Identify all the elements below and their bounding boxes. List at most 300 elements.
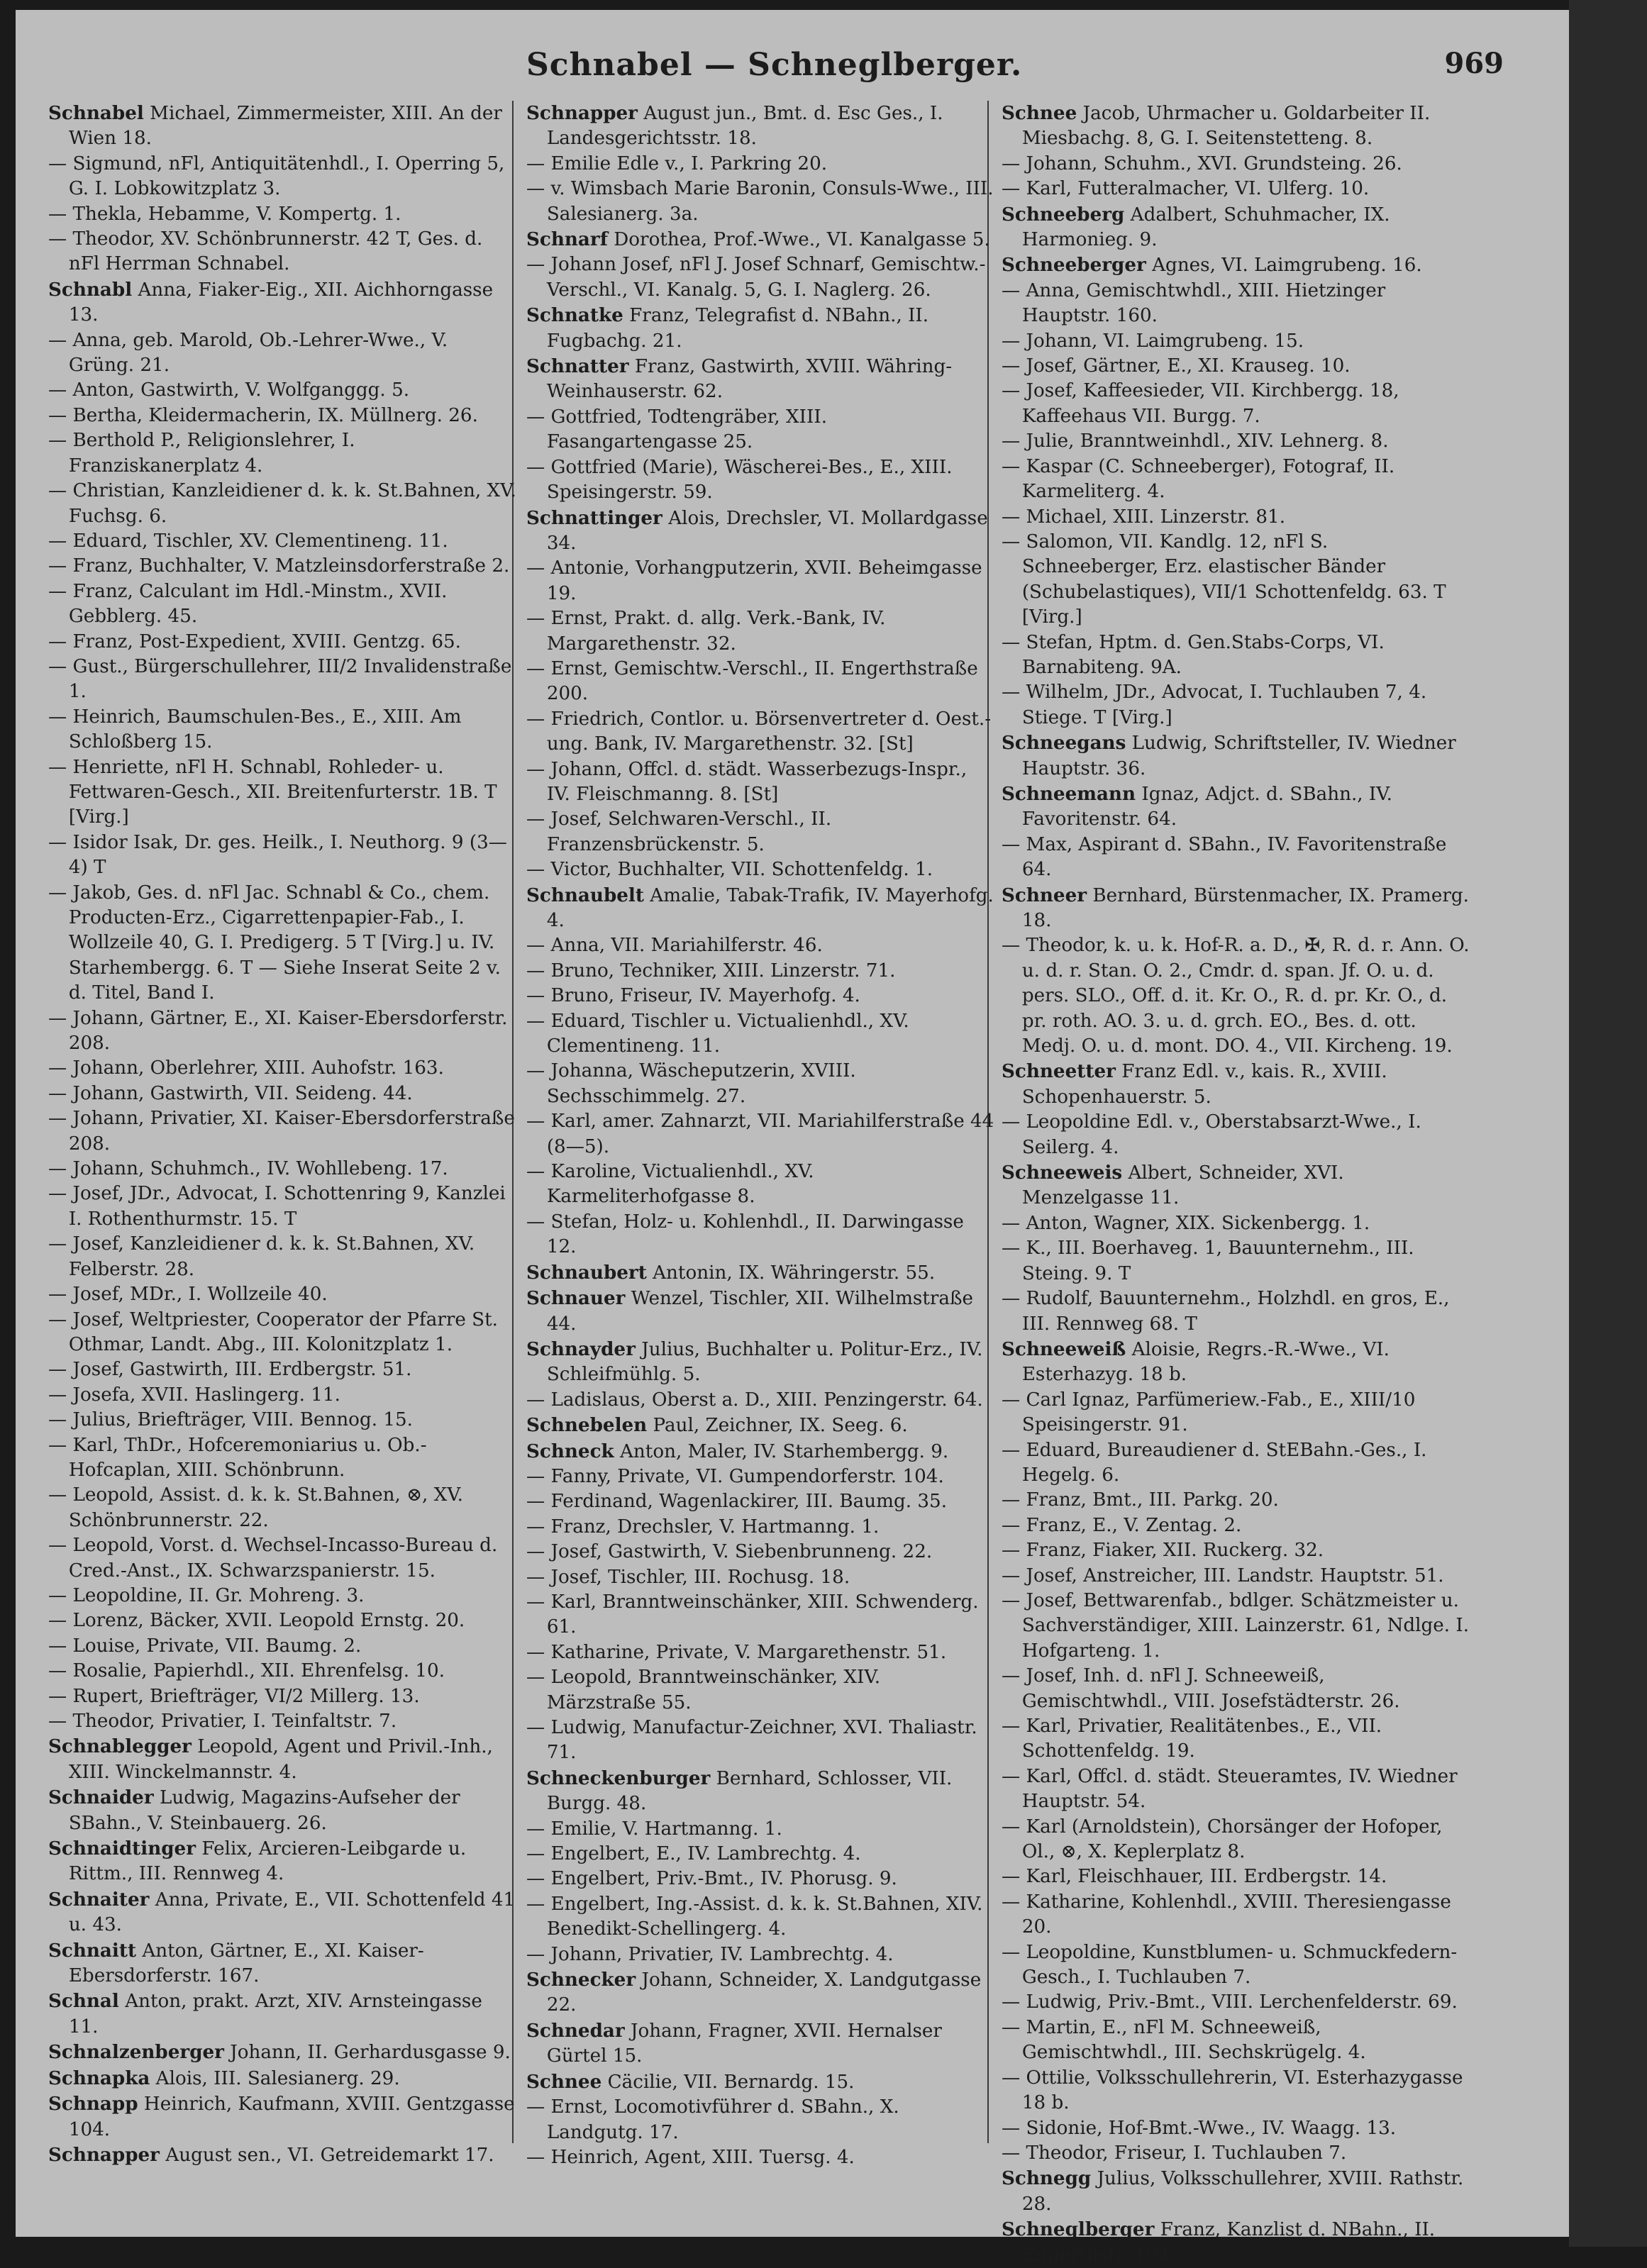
- directory-entry: [48, 1734, 516, 1785]
- entry-text: — Johann, Schuhmch., IV. Wohllebeng. 17.: [48, 1158, 448, 1180]
- entry-text: — Emilie Edle v., I. Parkring 20.: [526, 152, 828, 174]
- directory-entry: [526, 2069, 994, 2095]
- entry-text: — Johanna, Wäscheputzerin, XVIII. Sechsschimmelg. 27.: [526, 1060, 856, 1107]
- directory-entry: [1002, 933, 1470, 1059]
- directory-entry: [526, 1009, 994, 1060]
- entry-text: — Carl Ignaz, Parfümeriew.-Fab., E., XIII/10 Speisingerstr. 91.: [1002, 1389, 1416, 1436]
- page-number: 969: [1444, 47, 1504, 80]
- entry-text: — Anton, Gastwirth, V. Wolfganggg. 5.: [48, 379, 410, 401]
- directory-entry: [48, 227, 516, 277]
- directory-entry: [48, 554, 516, 579]
- directory-entry: [526, 354, 994, 405]
- directory-entry: [526, 252, 994, 303]
- directory-entry: [48, 1232, 516, 1282]
- directory-entry: [48, 1308, 516, 1358]
- entry-text: Antonin, IX. Währingerstr. 55.: [653, 1262, 936, 1284]
- surname: Schnee: [526, 2070, 602, 2093]
- directory-entry: [1002, 1815, 1470, 1865]
- surname: Schneer: [1002, 884, 1087, 906]
- entry-text: — Leopoldine Edl. v., Oberstabsarzt-Wwe., I. Seilerg. 4.: [1002, 1111, 1421, 1158]
- directory-entry: [526, 1640, 994, 1665]
- entry-text: Johann, II. Gerhardusgasse 9.: [230, 2042, 511, 2064]
- directory-entry: [526, 1210, 994, 1260]
- entry-text: Anton, Maler, IV. Starhembergg. 9.: [620, 1440, 949, 1462]
- entry-text: — Katharine, Kohlenhdl., XVIII. Theresiengasse 20.: [1002, 1891, 1451, 1938]
- directory-entry: [1002, 1564, 1470, 1589]
- directory-entry: [526, 1439, 994, 1464]
- entry-text: — Eduard, Bureaudiener d. StEBahn.-Ges., I. Hegelg. 6.: [1002, 1439, 1427, 1486]
- entry-text: — Martin, E., nFl M. Schneeweiß, Gemischtwhdl., III. Sechskrügelg. 4.: [1002, 2016, 1366, 2064]
- directory-entry: [526, 1590, 994, 1640]
- surname: Schneckenburger: [526, 1767, 711, 1789]
- entry-text: — Sidonie, Hof-Bmt.-Wwe., IV. Waagg. 13.: [1002, 2117, 1397, 2139]
- entry-text: — Franz, Bmt., III. Parkg. 20.: [1002, 1489, 1279, 1511]
- directory-entry: [1002, 177, 1470, 201]
- entry-text: Leopold, Agent und Privil.-Inh., XIII. Winckelmannstr. 4.: [68, 1736, 493, 1783]
- entry-text: Aloisie, Regrs.-R.-Wwe., VI. Esterhazyg. 18 b.: [1021, 1338, 1390, 1386]
- surname: Schneck: [526, 1440, 614, 1462]
- directory-entry: [526, 455, 994, 506]
- entry-text: August sen., VI. Getreidemarkt 17.: [165, 2144, 494, 2166]
- directory-entry: [526, 707, 994, 757]
- entry-text: — Stefan, Holz- u. Kohlenhdl., II. Darwingasse 12.: [526, 1211, 964, 1258]
- directory-entry: [526, 807, 994, 857]
- directory-entry: [48, 2040, 516, 2065]
- directory-entry: [526, 1967, 994, 2018]
- directory-entry: [48, 277, 516, 328]
- entry-text: — Fanny, Private, VI. Gumpendorferstr. 104.: [526, 1465, 944, 1487]
- surname: Schnaubert: [526, 1261, 647, 1284]
- entry-text: — Ludwig, Priv.-Bmt., VIII. Lerchenfelderstr. 69.: [1002, 1991, 1458, 2013]
- surname: Schnablegger: [48, 1735, 192, 1758]
- entry-text: — Ottilie, Volksschullehrerin, VI. Esterhazygasse 18 b.: [1002, 2067, 1463, 2114]
- entry-text: — Johann, Offcl. d. städt. Wasserbezugs-Inspr., IV. Fleischmanng. 8. [St]: [526, 758, 967, 805]
- directory-entry: [1002, 833, 1470, 883]
- directory-entry: [526, 2095, 994, 2145]
- directory-entry: [1002, 429, 1470, 454]
- entry-text: — Bruno, Friseur, IV. Mayerhofg. 4.: [526, 985, 860, 1007]
- entry-text: — Josef, Gärtner, E., XI. Krauseg. 10.: [1002, 355, 1351, 377]
- directory-entry: [1002, 1589, 1470, 1664]
- directory-entry: [48, 529, 516, 554]
- entry-text: — Anton, Wagner, XIX. Sickenbergg. 1.: [1002, 1212, 1370, 1234]
- surname: Schnebelen: [526, 1414, 648, 1437]
- directory-entry: [1002, 680, 1470, 730]
- directory-entry: [526, 984, 994, 1008]
- directory-entry: [48, 2142, 516, 2168]
- entry-text: — Rudolf, Bauunternehm., Holzhdl. en gros, E., III. Rennweg 68. T: [1002, 1288, 1450, 1335]
- directory-entry: [48, 1938, 516, 1989]
- entry-text: — Ludwig, Manufactur-Zeichner, XVI. Thaliastr. 71.: [526, 1717, 977, 1764]
- directory-page: [16, 10, 1569, 2266]
- surname: Schneglberger: [1002, 2218, 1155, 2241]
- directory-entry: [1002, 1513, 1470, 1538]
- entry-text: — Franz, E., V. Zentag. 2.: [1002, 1514, 1242, 1536]
- entry-text: — Christian, Kanzleidiener d. k. k. St.Bahnen, XV. Fuchsg. 6.: [48, 480, 516, 527]
- directory-entry: [1002, 782, 1470, 833]
- entry-text: — Johann, Gärtner, E., XI. Kaiser-Ebersdorferstr. 208.: [48, 1007, 508, 1055]
- directory-entry: [48, 1887, 516, 1938]
- directory-entry: [1002, 2066, 1470, 2116]
- directory-entry: [48, 1282, 516, 1307]
- entry-text: Franz, Kanzlist d. NBahn., II. Engerthstr. 194.: [1021, 2219, 1436, 2266]
- directory-entry: [48, 1659, 516, 1684]
- directory-entry: [526, 959, 994, 984]
- entry-text: Anton, Gärtner, E., XI. Kaiser-Ebersdorferstr. 167.: [68, 1940, 424, 1987]
- directory-entry: [48, 152, 516, 202]
- entry-text: — Anna, VII. Mariahilferstr. 46.: [526, 935, 823, 957]
- entry-text: Julius, Volksschullehrer, XVIII. Rathstr. 28.: [1021, 2168, 1464, 2215]
- entry-text: — Franz, Post-Expedient, XVIII. Gentzg. 65.: [48, 630, 461, 652]
- directory-entry: [1002, 1764, 1470, 1815]
- directory-entry: [48, 755, 516, 830]
- directory-entry: [526, 1892, 994, 1942]
- entry-text: — Johann, Schuhm., XVI. Grundsteing. 26.: [1002, 152, 1402, 174]
- surname: Schnattinger: [526, 506, 662, 529]
- entry-text: — Ernst, Gemischtw.-Verschl., II. Engerthstraße 200.: [526, 657, 978, 705]
- entry-text: — Josef, Gastwirth, III. Erdbergstr. 51.: [48, 1359, 412, 1381]
- directory-entry: [1002, 1538, 1470, 1563]
- entry-text: Adalbert, Schuhmacher, IX. Harmonieg. 9.: [1021, 204, 1390, 251]
- entry-text: Franz, Gastwirth, XVIII. Währing-Weinhauserstr. 62.: [546, 356, 953, 403]
- directory-entry: [526, 303, 994, 354]
- directory-entry: [526, 1540, 994, 1564]
- entry-text: — Michael, XIII. Linzerstr. 81.: [1002, 506, 1286, 528]
- directory-entry: [48, 1082, 516, 1106]
- directory-entry: [48, 2091, 516, 2142]
- directory-entry: [48, 101, 516, 152]
- entry-text: — Henriette, nFl H. Schnabl, Rohleder- u. Fettwaren-Gesch., XII. Breitenfurterstr. 1B. T [Virg.]: [48, 756, 497, 828]
- column-3: [1002, 101, 1470, 2268]
- entry-text: — Johann, Oberlehrer, XIII. Auhofstr. 163.: [48, 1057, 444, 1079]
- directory-entry: [1002, 202, 1470, 253]
- entry-text: — Josefa, XVII. Haslingerg. 11.: [48, 1384, 340, 1406]
- entry-text: — Josef, Tischler, III. Rochusg. 18.: [526, 1566, 850, 1588]
- directory-entry: [526, 1716, 994, 1766]
- directory-entry: [48, 655, 516, 705]
- directory-entry: [48, 579, 516, 630]
- entry-text: — Franz, Buchhalter, V. Matzleinsdorferstraße 2.: [48, 555, 510, 577]
- entry-text: — Heinrich, Agent, XIII. Tuersg. 4.: [526, 2146, 855, 2168]
- directory-entry: [48, 1106, 516, 1157]
- entry-text: — Bruno, Techniker, XIII. Linzerstr. 71.: [526, 960, 896, 982]
- entry-text: — Engelbert, Ing.-Assist. d. k. k. St.Bahnen, XIV. Benedikt-Schellingerg. 4.: [526, 1893, 983, 1940]
- entry-text: — Jakob, Ges. d. nFl Jac. Schnabl & Co., chem. Producten-Erz., Cigarrettenpapier-Fab., I. Wollzeile 40, G. I. Predigerg. 5 T [Virg.] u. IV. Starhembergg. 6. T — Siehe Inserat Seite 2 v. d. Titel, Band I.: [48, 882, 501, 1004]
- entry-text: — Wilhelm, JDr., Advocat, I. Tuchlauben 7, 4. Stiege. T [Virg.]: [1002, 682, 1427, 728]
- directory-entry: [48, 1182, 516, 1232]
- surname: Schnatter: [526, 355, 629, 378]
- directory-entry: [48, 1684, 516, 1709]
- directory-entry: [1002, 152, 1470, 177]
- entry-text: Bernhard, Bürstenmacher, IX. Pramerg. 18.: [1021, 884, 1469, 931]
- directory-entry: [1002, 1160, 1470, 1211]
- directory-entry: [1002, 530, 1470, 630]
- entry-text: — Emilie, V. Hartmanng. 1.: [526, 1818, 782, 1840]
- directory-entry: [1002, 2116, 1470, 2141]
- entry-text: Albert, Schneider, XVI. Menzelgasse 11.: [1021, 1162, 1344, 1209]
- entry-text: — Karl, Futteralmacher, VI. Ulferg. 10.: [1002, 178, 1370, 200]
- directory-entry: [48, 479, 516, 529]
- directory-entry: [48, 1383, 516, 1408]
- surname: Schnarf: [526, 228, 608, 251]
- entry-text: Cäcilie, VII. Bernardg. 15.: [607, 2071, 855, 2093]
- directory-entry: [1002, 1211, 1470, 1236]
- directory-entry: [48, 328, 516, 379]
- directory-entry: [526, 1942, 994, 1967]
- directory-entry: [48, 1006, 516, 1057]
- directory-entry: [48, 1056, 516, 1081]
- entry-text: Alois, Drechsler, VI. Mollardgasse 34.: [546, 507, 988, 554]
- entry-text: Bernhard, Schlosser, VII. Burgg. 48.: [546, 1767, 953, 1815]
- entry-text: Amalie, Tabak-Trafik, IV. Mayerhofg. 4.: [546, 884, 994, 931]
- entry-text: — Engelbert, E., IV. Lambrechtg. 4.: [526, 1843, 861, 1865]
- directory-entry: [526, 2018, 994, 2069]
- entry-text: — Bertha, Kleidermacherin, IX. Müllnerg. 26.: [48, 404, 478, 426]
- surname: Schnabel: [48, 102, 144, 124]
- directory-entry: [526, 1766, 994, 1817]
- surname: Schnayder: [526, 1338, 636, 1360]
- directory-entry: [1002, 2166, 1470, 2217]
- entry-text: — Julius, Briefträger, VIII. Bennog. 15.: [48, 1409, 414, 1431]
- entry-text: — Theodor, XV. Schönbrunnerstr. 42 T, Ges. d. nFl Herrman Schnabel.: [48, 228, 483, 275]
- page-title: Schnabel — Schneglberger.: [526, 47, 1023, 83]
- entry-text: — Salomon, VII. Kandlg. 12, nFl S. Schneeberger, Erz. elastischer Bänder (Schubelastiques), VII/1 Schottenfeldg. 63. T [Virg.]: [1002, 530, 1446, 628]
- directory-entry: [526, 1413, 994, 1438]
- surname: Schneemann: [1002, 782, 1136, 805]
- directory-entry: [1002, 1890, 1470, 1940]
- directory-entry: [1002, 455, 1470, 505]
- column-2: [526, 101, 994, 2170]
- directory-entry: [526, 1489, 994, 1514]
- entry-text: — Rosalie, Papierhdl., XII. Ehrenfelsg. 10.: [48, 1660, 445, 1682]
- directory-entry: [48, 1483, 516, 1533]
- directory-entry: [48, 1989, 516, 2040]
- surname: Schneeberg: [1002, 203, 1125, 226]
- directory-entry: [526, 1160, 994, 1210]
- directory-entry: [526, 606, 994, 657]
- directory-entry: [1002, 505, 1470, 530]
- directory-entry: [48, 630, 516, 655]
- entry-text: Ludwig, Schriftsteller, IV. Wiedner Hauptstr. 36.: [1021, 733, 1456, 779]
- directory-entry: [526, 1286, 994, 1337]
- directory-entry: [1002, 730, 1470, 782]
- directory-entry: [48, 881, 516, 1006]
- surname: Schnaidtinger: [48, 1838, 196, 1860]
- entry-text: Agnes, VI. Laimgrubeng. 16.: [1152, 255, 1422, 277]
- entry-text: — Josef, Weltpriester, Cooperator der Pfarre St. Othmar, Landt. Abg., III. Kolonitzplatz 1.: [48, 1308, 498, 1355]
- entry-text: Michael, Zimmermeister, XIII. An der Wien 18.: [68, 103, 502, 150]
- entry-text: — Leopoldine, II. Gr. Mohreng. 3.: [48, 1584, 365, 1606]
- directory-entry: [1002, 354, 1470, 379]
- entry-text: Felix, Arcieren-Leibgarde u. Rittm., III. Rennweg 4.: [68, 1838, 467, 1885]
- entry-text: — Isidor Isak, Dr. ges. Heilk., I. Neuthorg. 9 (3—4) T: [48, 831, 507, 879]
- directory-entry: [526, 1059, 994, 1109]
- entry-text: — Franz, Calculant im Hdl.-Minstm., XVII. Gebblerg. 45.: [48, 580, 448, 628]
- directory-entry: [1002, 1488, 1470, 1513]
- directory-entry: [48, 1836, 516, 1887]
- entry-text: — Johann, Gastwirth, VII. Seideng. 44.: [48, 1082, 413, 1104]
- entry-text: — Ernst, Locomotivführer d. SBahn., X. Landgutg. 17.: [526, 2096, 899, 2143]
- directory-entry: [526, 1665, 994, 1716]
- scan-edge: [1569, 0, 1647, 2247]
- directory-entry: [48, 1533, 516, 1584]
- entry-text: — Gottfried, Todtengräber, XIII. Fasangartengasse 25.: [526, 406, 828, 453]
- entry-text: — Johann Josef, nFl J. Josef Schnarf, Gemischtw.-Verschl., VI. Kanalg. 5, G. I. Naglerg. 26.: [526, 254, 986, 301]
- directory-entry: [48, 202, 516, 227]
- directory-entry: [526, 1842, 994, 1867]
- surname: Schnalzenberger: [48, 2041, 224, 2064]
- entry-text: — Josef, Kanzleidiener d. k. k. St.Bahnen, XV. Felberstr. 28.: [48, 1233, 475, 1280]
- entry-text: — Karl (Arnoldstein), Chorsänger der Hofoper, Ol., ⊗, X. Keplerplatz 8.: [1002, 1816, 1443, 1863]
- entry-text: — Josef, Anstreicher, III. Landstr. Hauptstr. 51.: [1002, 1564, 1444, 1586]
- directory-entry: [1002, 1059, 1470, 1110]
- directory-entry: [526, 1565, 994, 1590]
- directory-entry: [526, 1388, 994, 1413]
- directory-entry: [48, 404, 516, 428]
- directory-entry: [526, 556, 994, 606]
- surname: Schneeweiß: [1002, 1338, 1126, 1360]
- surname: Schnapper: [526, 102, 638, 124]
- directory-entry: [48, 1608, 516, 1633]
- directory-entry: [526, 1817, 994, 1842]
- entry-text: — Katharine, Private, V. Margarethenstr. 51.: [526, 1641, 947, 1663]
- directory-entry: [1002, 630, 1470, 681]
- directory-entry: [1002, 252, 1470, 278]
- directory-entry: [526, 227, 994, 252]
- entry-text: Alois, III. Salesianerg. 29.: [155, 2067, 400, 2089]
- entry-text: — Leopold, Vorst. d. Wechsel-Incasso-Bureau d. Cred.-Anst., IX. Schwarzspanierstr. 15.: [48, 1535, 498, 1582]
- surname: Schnal: [48, 1990, 119, 2013]
- entry-text: Ludwig, Magazins-Aufseher der SBahn., V. Steinbauerg. 26.: [68, 1787, 460, 1834]
- directory-entry: [1002, 2217, 1470, 2268]
- entry-text: — Gottfried (Marie), Wäscherei-Bes., E., XIII. Speisingerstr. 59.: [526, 456, 953, 504]
- entry-text: Wenzel, Tischler, XII. Wilhelmstraße 44.: [546, 1288, 974, 1335]
- entry-text: — Gust., Bürgerschullehrer, III/2 Invalidenstraße 1.: [48, 655, 512, 703]
- entry-text: — v. Wimsbach Marie Baronin, Consuls-Wwe., III. Salesianerg. 3a.: [526, 178, 994, 225]
- surname: Schnauer: [526, 1287, 626, 1310]
- entry-text: — Friedrich, Contlor. u. Börsenvertreter d. Oest.-ung. Bank, IV. Margarethenstr. 32. [St]: [526, 708, 992, 755]
- directory-entry: [48, 2066, 516, 2091]
- directory-entry: [1002, 1664, 1470, 1714]
- entry-text: — Karl, Fleischhauer, III. Erdbergstr. 14.: [1002, 1866, 1387, 1888]
- entry-text: — Antonie, Vorhangputzerin, XVII. Beheimgasse 19.: [526, 557, 982, 604]
- directory-entry: [1002, 1388, 1470, 1438]
- column-1: [48, 101, 516, 2168]
- directory-entry: [48, 1634, 516, 1659]
- directory-entry: [1002, 1940, 1470, 1991]
- entry-text: Heinrich, Kaufmann, XVIII. Gentzgasse 104.: [68, 2094, 515, 2140]
- entry-text: — Josef, Selchwaren-Verschl., II. Franzensbrückenstr. 5.: [526, 808, 832, 855]
- directory-entry: [1002, 2016, 1470, 2066]
- directory-entry: [526, 405, 994, 455]
- directory-entry: [1002, 1337, 1470, 1388]
- surname: Schnaider: [48, 1786, 154, 1809]
- surname: Schnapka: [48, 2067, 150, 2089]
- directory-entry: [526, 1109, 994, 1160]
- entry-text: — Berthold P., Religionslehrer, I. Franziskanerplatz 4.: [48, 430, 355, 477]
- entry-text: Jacob, Uhrmacher u. Goldarbeiter II. Miesbachg. 8, G. I. Seitenstetteng. 8.: [1021, 103, 1431, 150]
- directory-entry: [48, 1709, 516, 1734]
- entry-text: — Theodor, Friseur, I. Tuchlauben 7.: [1002, 2142, 1347, 2164]
- entry-text: — Ferdinand, Wagenlackirer, III. Baumg. 35.: [526, 1491, 948, 1513]
- entry-text: — Thekla, Hebamme, V. Kompertg. 1.: [48, 203, 401, 225]
- directory-entry: [48, 1408, 516, 1433]
- directory-entry: [526, 1464, 994, 1489]
- directory-entry: [1002, 1990, 1470, 2015]
- surname: Schnedar: [526, 2019, 625, 2042]
- surname: Schneegans: [1002, 732, 1126, 755]
- entry-text: — Johann, VI. Laimgrubeng. 15.: [1002, 330, 1304, 352]
- entry-text: — Eduard, Tischler u. Victualienhdl., XV. Clementineng. 11.: [526, 1010, 909, 1057]
- surname: Schnecker: [526, 1969, 636, 1991]
- entry-text: — Josef, Gastwirth, V. Siebenbrunneng. 22.: [526, 1541, 933, 1563]
- entry-text: Anton, prakt. Arzt, XIV. Arnsteingasse 11.: [68, 1991, 482, 2038]
- directory-entry: [526, 1867, 994, 1891]
- entry-text: — Theodor, k. u. k. Hof-R. a. D., ✠, R. d. r. Ann. O. u. d. r. Stan. O. 2., Cmdr. d. span. Jf. O. u. d. pers. SLO., Off. d. it. Kr. O., R. d. pr. Kr. O., d. pr. roth. AO. 3. u. d. grch. EO., Bes. d. ott. Medj. O. u. d. mont. DO. 4., VII. Kircheng. 19.: [1002, 935, 1470, 1057]
- directory-entry: [1002, 2141, 1470, 2166]
- directory-entry: [1002, 101, 1470, 152]
- directory-entry: [48, 1785, 516, 1836]
- entry-text: — Eduard, Tischler, XV. Clementineng. 11.: [48, 530, 448, 552]
- directory-entry: [526, 1260, 994, 1286]
- entry-text: — Karl, Branntweinschänker, XIII. Schwenderg. 61.: [526, 1591, 979, 1638]
- directory-entry: [526, 757, 994, 808]
- entry-text: Ignaz, Adjct. d. SBahn., IV. Favoritenstr. 64.: [1021, 783, 1392, 830]
- entry-text: — Karl, amer. Zahnarzt, VII. Mariahilferstraße 44 (8—5).: [526, 1111, 994, 1157]
- entry-text: — Karl, ThDr., Hofceremoniarius u. Ob.-Hofcaplan, XIII. Schönbrunn.: [48, 1434, 427, 1481]
- entry-text: — Leopold, Branntweinschänker, XIV. Märzstraße 55.: [526, 1667, 881, 1713]
- directory-entry: [48, 705, 516, 755]
- directory-entry: [1002, 279, 1470, 329]
- directory-entry: [526, 857, 994, 882]
- directory-entry: [48, 1357, 516, 1382]
- surname: Schnee: [1002, 102, 1077, 124]
- directory-entry: [526, 933, 994, 958]
- directory-entry: [48, 378, 516, 403]
- directory-entry: [526, 152, 994, 177]
- entry-text: — Rupert, Briefträger, VI/2 Millerg. 13.: [48, 1685, 420, 1707]
- entry-text: — Johann, Privatier, XI. Kaiser-Ebersdorferstraße 208.: [48, 1108, 515, 1155]
- directory-entry: [48, 1584, 516, 1608]
- entry-text: Paul, Zeichner, IX. Seeg. 6.: [653, 1415, 908, 1437]
- entry-text: — Josef, JDr., Advocat, I. Schottenring 9, Kanzlei I. Rothenthurmstr. 15. T: [48, 1183, 506, 1230]
- directory-entry: [1002, 1110, 1470, 1160]
- entry-text: — Anna, geb. Marold, Ob.-Lehrer-Wwe., V. Grüng. 21.: [48, 329, 448, 377]
- entry-text: — Julie, Branntweinhdl., XIV. Lehnerg. 8.: [1002, 430, 1389, 452]
- directory-entry: [1002, 379, 1470, 429]
- entry-text: — Leopoldine, Kunstblumen- u. Schmuckfedern-Gesch., I. Tuchlauben 7.: [1002, 1941, 1458, 1989]
- surname: Schnatke: [526, 304, 623, 327]
- directory-entry: [1002, 1236, 1470, 1286]
- directory-entry: [526, 883, 994, 934]
- entry-text: — Louise, Private, VII. Baumg. 2.: [48, 1635, 362, 1657]
- directory-entry: [48, 830, 516, 881]
- entry-text: Dorothea, Prof.-Wwe., VI. Kanalgasse 5.: [614, 229, 990, 251]
- directory-entry: [526, 506, 994, 557]
- surname: Schnaitt: [48, 1939, 137, 1962]
- directory-entry: [526, 177, 994, 227]
- directory-entry: [48, 428, 516, 479]
- entry-text: Franz Edl. v., kais. R., XVIII. Schopenhauerstr. 5.: [1021, 1061, 1387, 1108]
- entry-text: Anna, Private, E., VII. Schottenfeld 41 u. 43.: [68, 1889, 516, 1936]
- entry-text: — Engelbert, Priv.-Bmt., IV. Phorusg. 9.: [526, 1868, 897, 1890]
- directory-entry: [526, 657, 994, 707]
- entry-text: — Sigmund, nFl, Antiquitätenhdl., I. Operring 5, G. I. Lobkowitzplatz 3.: [48, 152, 505, 200]
- surname: Schneeweis: [1002, 1162, 1123, 1184]
- directory-entry: [1002, 329, 1470, 354]
- directory-entry: [526, 101, 994, 152]
- entry-text: — Victor, Buchhalter, VII. Schottenfeldg. 1.: [526, 859, 933, 881]
